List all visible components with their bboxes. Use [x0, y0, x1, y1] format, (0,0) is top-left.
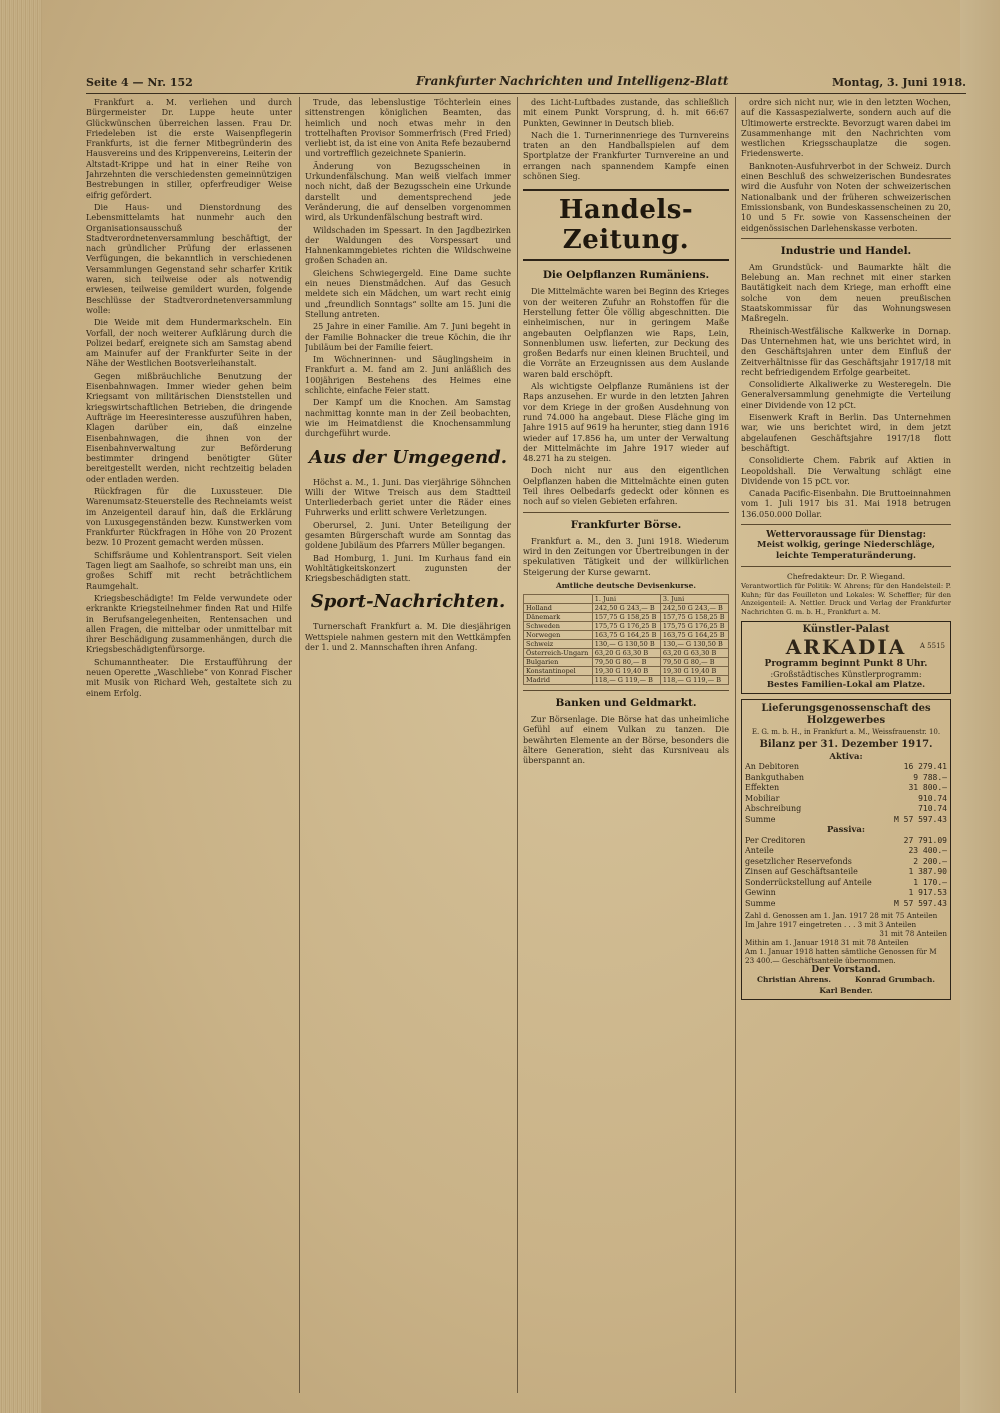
newspaper-title: Frankfurter Nachrichten und Intelligenz-Blatt — [416, 74, 729, 88]
article-text: Schiffsräume und Kohlentransport. Seit vielen Tagen liegt am Saalhofe, so schreibt man uns, ein großes Schiff mit recht beträchtlichem Raumgehalt. — [86, 549, 292, 591]
balance-value: 27 791.09 — [903, 835, 947, 845]
table-caption: Amtliche deutsche Devisenkurse. — [555, 580, 696, 590]
table-row — [524, 622, 729, 631]
balance-label: Zinsen auf Geschäftsanteile — [745, 867, 858, 877]
balance-row — [745, 857, 947, 868]
company-address: E. G. m. b. H., in Frankfurt a. M., Weissfrauenstr. 10. — [751, 728, 941, 737]
article-text: Banknoten-Ausfuhrverbot in der Schweiz. Durch einen Beschluß des schweizerischen Bundesrates wird die Ausfuhr von Noten der schweizerischen Nationalbank und der früheren schweizerischen Emissionsbank, von Bundeskassenscheinen zu 20, 10 und 5 Fr. sowie von Kassenscheinen der eidgenössischen Darlehenskasse verboten. — [741, 160, 951, 233]
members-line: Zahl d. Genossen am 1. Jan. 1917 28 mit 75 Anteilen — [745, 911, 938, 921]
ad-line: :Großstädtisches Künstlerprogramm: — [770, 669, 922, 679]
table-header — [524, 595, 593, 604]
table-header-row — [524, 595, 729, 604]
balance-value: 1 387.90 — [908, 867, 947, 877]
exchange-rate: 79,50 G 80,— B — [660, 658, 728, 667]
article-text: Rheinisch-Westfälische Kalkwerke in Dornap. Das Unternehmen hat, wie uns berichtet wird, in den Geschäftsjahren unter dem Einfluß der Zeitverhältnisse für das Geschäftsjahr 1917/18 mit recht befriedigendem Erfolge gearbeitet. — [741, 325, 951, 377]
aktiva-heading: Aktiva: — [829, 751, 863, 762]
column-divider — [299, 97, 300, 1393]
balance-value: 710.74 — [918, 804, 947, 814]
column-3 — [523, 97, 729, 1393]
exchange-rate: 157,75 G 158,25 B — [592, 613, 660, 622]
article-text: Rückfragen für die Luxussteuer. Die Warenumsatz-Steuerstelle des Rechneiamts weist im Anzeigenteil darauf hin, daß die Erklärung von Luxusgegenständen bezw. Kunstwerken vom Frankfurter Rückfragen in Höhe von 20 Prozent bezw. 10 Prozent gemacht werden müssen. — [86, 485, 292, 548]
devisen-table — [523, 594, 729, 685]
imprint-text: Verantwortlich für Politik: W. Ahrens; für den Handelsteil: P. Kuhn; für das Feuilleton und Lokales: W. Scheffler; für den Anzeigenteil: A. Nettler. Druck und Verlag der Frankfurter Nachrichten G. m. b. H., Frankfurt a. M. — [741, 582, 951, 616]
article-text: Als wichtigste Oelpflanze Rumäniens ist der Raps anzusehen. Er wurde in den letzten Jahren vor dem Kriege in der großen Ausdehnung von rund 74.000 ha angebaut. Diese Fläche ging im Jahre 1915 auf 9619 ha herunter, stieg dann 1916 wieder auf 17.856 ha, um unter der Verwaltung der Mittelmächte im Jahre 1917 wieder auf 48.271 ha zu steigen. — [523, 381, 729, 464]
table-row — [524, 649, 729, 658]
exchange-rate: 118,— G 119,— B — [592, 676, 660, 685]
column-divider — [517, 97, 518, 1393]
article-text: Consolidierte Chem. Fabrik auf Aktien in Leopoldshall. Die Verwaltung schlägt eine Dividende von 15 pCt. vor. — [741, 455, 951, 486]
exchange-rate: 163,75 G 164,25 B — [592, 631, 660, 640]
exchange-rate: 175,75 G 176,25 B — [592, 622, 660, 631]
currency-country: Bulgarien — [524, 658, 593, 667]
balance-value: 31 800.— — [908, 783, 947, 793]
balance-value: 16 279.41 — [903, 762, 947, 772]
exchange-rate: 130,— G 130,50 B — [660, 640, 728, 649]
balance-value: 9 788.— — [913, 772, 947, 782]
balance-row — [745, 783, 947, 794]
column-4 — [741, 97, 951, 1393]
article-text: Oberursel, 2. Juni. Unter Beteiligung der gesamten Bürgerschaft wurde am Sonntag das goldene Jubiläum des Pfarrers Müller begangen. — [305, 519, 511, 551]
currency-country: Konstantinopel — [524, 667, 593, 676]
article-text: Am Grundstück- und Baumarkte hält die Belebung an. Man rechnet mit einer starken Bautätigkeit nach dem Kriege, man erhofft eine solche von dem neuen preußischen Staatskommissar für das Wohnungswesen Maßregeln. — [741, 261, 951, 324]
members-line: Am 1. Januar 1918 hatten sämtliche Genossen für M 23 400.— Geschäftsanteile übernommen. — [745, 947, 937, 966]
article-text: Turnerschaft Frankfurt a. M. Die diesjährigen Wettspiele nahmen gestern mit den Wettkämpfen der 1. und 2. Mannschaften ihren Anfang. — [305, 621, 511, 653]
balance-label: gesetzlicher Reservefonds — [745, 856, 852, 866]
currency-country: Norwegen — [524, 631, 593, 640]
ad-title: ARKADIA — [785, 635, 907, 660]
balance-label: Sonderrückstellung auf Anteile — [745, 877, 872, 887]
article-text: Schumanntheater. Die Erstaufführung der neuen Operette „Waschliebe“ von Konrad Fischer mit Musik von Richard Weh, gestaltete sich zu einem Erfolg. — [86, 656, 292, 698]
article-text: Frankfurt a. M., den 3. Juni 1918. Wiederum wird in den Zeitungen vor Übertreibungen in der spekulativen Tätigkeit und der willkürlichen Steigerung der Kurse gewarnt. — [523, 535, 729, 577]
table-header: 3. Juni — [660, 595, 728, 604]
article-heading: Die Oelpflanzen Rumäniens. — [542, 269, 710, 282]
signature: Konrad Grumbach. — [855, 975, 935, 985]
members-line: Mithin am 1. Januar 1918 31 mit 78 Anteilen — [745, 938, 909, 948]
balance-row — [745, 888, 947, 899]
issue-date: Montag, 3. Juni 1918. — [831, 76, 966, 89]
article-text: Änderung von Bezugsscheinen in Urkundenfälschung. Man weiß vielfach immer noch nicht, daß der Bezugsschein eine Urkunde darstellt und dementsprechend jede Veränderung, die auf denselben vorgenommen wird, als Urkundenfälschung bestraft wird. — [305, 160, 511, 223]
section-heading-industrie: Industrie und Handel. — [780, 244, 912, 257]
bilanz-title: Bilanz per 31. Dezember 1917. — [759, 738, 933, 750]
article-text: ordre sich nicht nur, wie in den letzten Wochen, auf die Kassaspezialwerte, sondern auch auf die Ultimowerte erstreckte. Bevorzugt waren dabei im Zusammenhange mit den Nachrichten vom westlichen Kriegsschauplatze die sogen. Friedenswerte. — [741, 97, 951, 159]
article-text: Höchst a. M., 1. Juni. Das vierjährige Söhnchen Willi der Witwe Treisch aus dem Stadtteil Unterliederbach geriet unter die Räder eines Fuhrwerks und erlitt schwere Verletzungen. — [305, 476, 511, 518]
aktiva-list — [745, 762, 947, 825]
article-text: Im Wöchnerinnen- und Säuglingsheim in Frankfurt a. M. fand am 2. Juni anläßlich des 100jährigen Bestehens des Heimes eine schlichte, einfache Feier statt. — [305, 354, 511, 396]
article-text: Doch nicht nur aus den eigentlichen Oelpflanzen haben die Mittelmächte einen guten Teil ihres Oelbedarfs gedeckt oder können es noch auf so vielen Gebieten erfahren. — [523, 465, 729, 507]
balance-label: Bankguthaben — [745, 772, 805, 782]
article-text: Nach die 1. Turnerinnenriege des Turnvereins traten an den Handballspielen auf dem Sportplatze der Frankfurter Turnvereine an und errangen nach spannendem Kampfe einen schönen Sieg. — [523, 129, 729, 182]
section-heading-sport: Sport-Nachrichten. — [310, 591, 506, 613]
balance-label: Mobiliar — [745, 793, 780, 803]
signature: Karl Bender. — [819, 985, 873, 995]
column-2 — [305, 97, 511, 1393]
exchange-rate: 242,50 G 243,— B — [592, 604, 660, 613]
exchange-rate: 19,30 G 19,40 B — [592, 667, 660, 676]
article-text: des Licht-Luftbades zustande, das schließlich mit einem Punkt Vorsprung, d. h. mit 66:67 Punkten, Gewinner in Deutsch blieb. — [523, 97, 729, 128]
article-text: Eisenwerk Kraft in Berlin. Das Unternehmen war, wie uns berichtet wird, in dem jetzt abgelaufenen Geschäftsjahre 1917/18 flott beschäftigt. — [741, 412, 951, 453]
divider — [523, 690, 729, 691]
balance-row — [745, 794, 947, 805]
balance-label: Summe — [745, 814, 776, 824]
balance-row — [745, 899, 947, 910]
article-text: Bad Homburg, 1. Juni. Im Kurhaus fand ein Wohltätigkeitskonzert zugunsten der Kriegsbeschädigten statt. — [305, 552, 511, 584]
currency-country: Madrid — [524, 676, 593, 685]
balance-value: 1 170.— — [913, 877, 947, 887]
article-text: Zur Börsenlage. Die Börse hat das unheimliche Gefühl auf einem Vulkan zu tanzen. Die bewährten Elemente an der Börse, besonders die ältere Generation, sieht das Kursniveau als überspannt an. — [523, 714, 729, 766]
signature: Christian Ahrens. — [757, 975, 831, 985]
imprint-title: Chefredakteur: Dr. P. Wiegand. — [787, 571, 905, 581]
exchange-rate: 79,50 G 80,— B — [592, 658, 660, 667]
balance-row — [745, 762, 947, 773]
article-text: Kriegsbeschädigte! Im Felde verwundete oder erkrankte Kriegsteilnehmer finden Rat und Hilfe in Berufsangelegenheiten, Rentensachen und allen Fragen, die mittelbar oder unmittelbar mit ihrer Beschädigung zusammenhängen, durch die Kriegsbeschädigtenfürsorge. — [86, 592, 292, 655]
article-text: Canada Pacific-Eisenbahn. Die Bruttoeinnahmen vom 1. Juli 1917 bis 31. Mai 1918 betrugen 136.050.000 Dollar. — [741, 488, 951, 519]
table-row — [524, 676, 729, 685]
table-header: 1. Juni — [592, 595, 660, 604]
balance-label: Per Creditoren — [745, 835, 806, 845]
exchange-rate: 157,75 G 158,25 B — [660, 613, 728, 622]
company-name: Lieferungsgenossenschaft des Holzgewerbes — [761, 703, 931, 727]
passiva-heading: Passiva: — [826, 825, 866, 836]
balance-row — [745, 815, 947, 826]
article-heading: Frankfurter Börse. — [570, 518, 682, 531]
exchange-rate: 163,75 G 164,25 B — [660, 631, 728, 640]
exchange-rate: 242,50 G 243,— B — [660, 604, 728, 613]
masthead — [86, 70, 966, 92]
balance-value: 910.74 — [918, 793, 947, 803]
members-line: 31 mit 78 Anteilen — [879, 929, 947, 939]
currency-country: Holland — [524, 604, 593, 613]
article-text: Consolidierte Alkaliwerke zu Westeregeln. Die Generalversammlung genehmigte die Verteilung einer Dividende von 12 pCt. — [741, 379, 951, 410]
table-row — [524, 658, 729, 667]
article-text: Trude, das lebenslustige Töchterlein eines sittenstrengen königlichen Beamten, das heimlich und noch etwas mehr in den trottelhaften Provisor Sommerfrisch (Fred Fried) verliebt ist, da ist eine von Anita Refe bezaubernd und vortrefflich gezeichnete Spanierin. — [305, 97, 511, 159]
balance-row — [745, 773, 947, 784]
masthead-rule — [86, 93, 966, 94]
board-title: Der Vorstand. — [811, 965, 881, 976]
section-heading-handels-zeitung: Handels-Zeitung. — [523, 189, 729, 261]
divider — [741, 238, 951, 239]
balance-row — [745, 836, 947, 847]
article-text: Die Haus- und Dienstordnung des Lebensmittelamts hat nunmehr auch den Organisationsausschuß der Stadtverordnetenversammlung beschäftigt, der nach gründlicher Prüfung der erlassenen Verfügungen, die bekanntlich in verschiedenen Versammlungen Gegenstand sehr scharfer Kritik waren, sich teilweise oder als notwendig erwiesen, teilweise gemildert wurden, folgende Beschlüsse der Stadtverordnetenversammlung wolle: — [86, 201, 292, 315]
article-heading: Banken und Geldmarkt. — [555, 697, 697, 710]
ad-line: Programm beginnt Punkt 8 Uhr. — [764, 659, 928, 670]
balance-value: M 57 597.43 — [894, 814, 947, 824]
exchange-rate: 130,— G 130,50 B — [592, 640, 660, 649]
divider — [741, 524, 951, 525]
divider — [523, 512, 729, 513]
exchange-rate: 19,30 G 19,40 B — [660, 667, 728, 676]
exchange-rate: 63,20 G 63,30 B — [660, 649, 728, 658]
bilanz-notice — [741, 699, 951, 1000]
table-row — [524, 667, 729, 676]
section-heading-umgegend: Aus der Umgegend. — [309, 446, 507, 468]
balance-label: Gewinn — [745, 888, 776, 898]
balance-row — [745, 804, 947, 815]
ad-phone: A 5515 — [919, 642, 945, 651]
article-text: Die Weide mit dem Hundermarkscheln. Ein Vorfall, der noch weiterer Aufklärung durch die Polizei bedarf, ereignete sich am Samstag abend am Mainufer auf der Frankfurter Seite in der Nähe der Westlichen Bootsverleihanstalt. — [86, 317, 292, 369]
balance-row — [745, 867, 947, 878]
currency-country: Dänemark — [524, 613, 593, 622]
ad-heading: Künstler-Palast — [802, 624, 890, 636]
divider — [741, 566, 951, 567]
article-text: Wildschaden im Spessart. In den Jagdbezirken der Waldungen des Vorspessart und Hahnenkammgebietes richten die Wildschweine großen Schaden an. — [305, 224, 511, 266]
article-text: Der Kampf um die Knochen. Am Samstag nachmittag konnte man in der Zeil beobachten, wie im Heimatdienst die Knochensammlung durchgeführt wurde. — [305, 397, 511, 439]
article-text: Gegen mißbräuchliche Benutzung der Eisenbahnwagen. Immer wieder gehen beim Kriegsamt von militärischen Dienststellen und kriegswirtschaftlichen Betrieben, die dringende Aufträge im Heeresinteresse auszuführen haben, Klagen darüber ein, daß einzelne Eisenbahnwagen, die ihnen von der Eisenbahnverwaltung zur Beförderung bestimmter dringend benötigter Güter bereitgestellt werden, nicht rechtzeitig beladen oder entladen werden. — [86, 370, 292, 484]
arkadia-ad — [741, 621, 951, 694]
balance-value: 2 200.— — [913, 856, 947, 866]
balance-row — [745, 846, 947, 857]
balance-row — [745, 878, 947, 889]
balance-value: 1 917.53 — [908, 888, 947, 898]
balance-label: An Debitoren — [745, 762, 800, 772]
page-number: Seite 4 — Nr. 152 — [86, 76, 193, 89]
exchange-rate: 63,20 G 63,30 B — [592, 649, 660, 658]
balance-label: Effekten — [745, 783, 780, 793]
newspaper-page — [42, 0, 966, 1413]
currency-country: Schweiz — [524, 640, 593, 649]
column-1 — [86, 97, 292, 1393]
balance-label: Abschreibung — [745, 804, 802, 814]
weather-title: Wettervoraussage für Dienstag: — [766, 529, 926, 540]
table-row — [524, 631, 729, 640]
exchange-rate: 118,— G 119,— B — [660, 676, 728, 685]
balance-value: 23 400.— — [908, 846, 947, 856]
balance-label: Anteile — [745, 846, 774, 856]
currency-country: Österreich-Ungarn — [524, 649, 593, 658]
weather-forecast: Meist wolkig, geringe Niederschläge, leichte Temperaturänderung. — [757, 540, 935, 561]
members-line: Im Jahre 1917 eingetreten . . . 3 mit 3 Anteilen — [745, 920, 917, 930]
currency-country: Schweden — [524, 622, 593, 631]
article-text: Gleichens Schwiegergeld. Eine Dame suchte ein neues Dienstmädchen. Auf das Gesuch meldete sich ein Mädchen, um wart recht einig und „freundlich Sonntags“ sollte am 15. Juni die Stellung antreten. — [305, 267, 511, 319]
table-row — [524, 640, 729, 649]
table-row — [524, 613, 729, 622]
exchange-rate: 175,75 G 176,25 B — [660, 622, 728, 631]
passiva-list — [745, 836, 947, 910]
book-page-edges — [0, 0, 42, 1413]
balance-value: M 57 597.43 — [894, 898, 947, 908]
balance-label: Summe — [745, 898, 776, 908]
column-divider — [735, 97, 736, 1393]
ad-line: Bestes Familien-Lokal am Platze. — [766, 680, 926, 691]
article-text: 25 Jahre in einer Familie. Am 7. Juni begeht in der Familie Bohnacker die treue Köchin, die ihr Jubiläum bei der Familie feiert. — [305, 321, 511, 352]
article-text: Die Mittelmächte waren bei Beginn des Krieges von der weiteren Zufuhr an Rohstoffen für die Herstellung fetter Öle völlig abgeschnitten. Die einheimischen, nur in geringem Maße angebauten Oelpflanzen wie Raps, Lein, Sonnenblumen usw. lieferten, zur Deckung des großen Bedarfs nur einen kleinen Bruchteil, und die Vorräte an Erzeugnissen aus dem Auslande waren bald erschöpft. — [523, 286, 729, 379]
table-row — [524, 604, 729, 613]
article-text: Frankfurt a. M. verliehen und durch Bürgermeister Dr. Luppe heute unter Glückwünschen überreichen lassen. Frau Dr. Friedeleben ist die erste Waisenpflegerin Frankfurts, ist die ferner Mitbegründerin des Hausvereins und des Krippenvereins, Leiterin der Altstadt-Krippe und hat in einer Reihe von Jahrzehnten die verschiedensten gemeinnützigen Bestrebungen in stiller, opferfreudiger Weise eifrig gefördert. — [86, 97, 292, 200]
